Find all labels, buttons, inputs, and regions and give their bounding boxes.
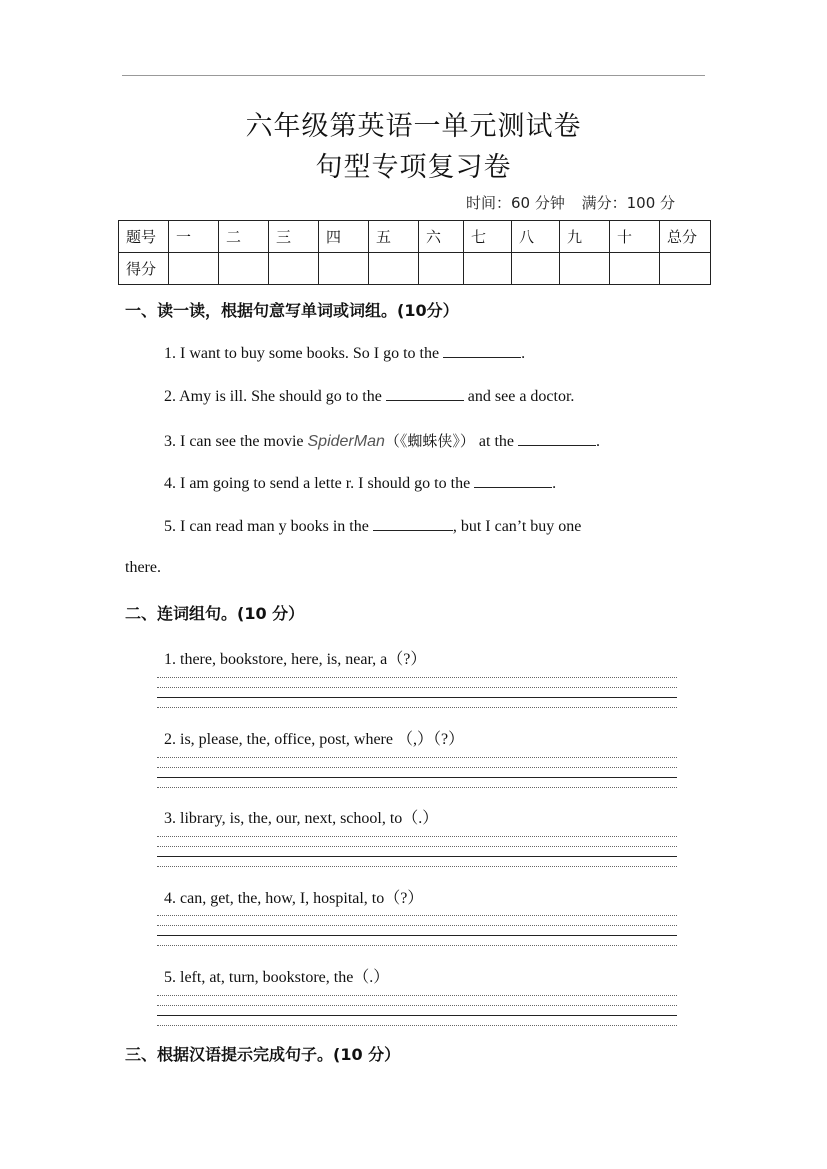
score-input-cell[interactable] [219,253,269,285]
score-input-cell[interactable] [610,253,660,285]
question-5-wrap: there. [125,559,161,576]
time-limit: 时间：60 分钟 [466,194,565,212]
writing-lines[interactable] [157,677,677,717]
answer-blank[interactable] [373,516,453,531]
writing-lines[interactable] [157,915,677,955]
question-1 [164,343,525,363]
question-text: at the [478,433,514,450]
section-3-title: 三、根据汉语提示完成句子。(10 分） [125,1045,401,1064]
answer-blank[interactable] [474,473,552,488]
writing-lines[interactable] [157,836,677,876]
exam-meta [466,192,687,213]
score-input-cell[interactable] [464,253,512,285]
score-input-cell[interactable] [560,253,610,285]
question-text: and see a doctor. [467,388,575,405]
table-cell: 六 [419,221,464,253]
reorder-item-3: 3. library, is, the, our, next, school, to（.） [164,810,439,827]
score-table [118,220,711,285]
score-input-cell[interactable] [512,253,560,285]
question-text: 1. I want to buy some books. So I go to the [164,345,440,362]
score-input-cell[interactable] [169,253,219,285]
score-table-header-row [119,221,711,253]
full-score: 满分：100 分 [581,194,676,212]
reorder-item-4: 4. can, get, the, how, I, hospital, to（?） [164,890,424,907]
question-text: . [595,433,600,450]
reorder-item-5: 5. left, at, turn, bookstore, the（.） [164,969,390,986]
header-rule [122,75,705,76]
table-cell: 八 [512,221,560,253]
table-cell: 十 [610,221,660,253]
table-cell: 得分 [119,253,169,285]
section-2-title: 二、连词组句。(10 分） [125,604,305,623]
score-input-cell[interactable] [319,253,369,285]
table-cell: 五 [369,221,419,253]
answer-blank[interactable] [443,343,521,358]
movie-title-cn: （《蜘蛛侠》） [384,432,475,450]
section-1-title: 一、读一读，根据句意写单词或词组。(10分） [125,301,459,320]
question-text: . [521,345,526,362]
page-title: 六年级第英语一单元测试卷 [245,111,582,142]
score-input-cell[interactable] [269,253,319,285]
answer-blank[interactable] [386,386,464,401]
table-cell: 题号 [119,221,169,253]
question-5 [164,516,581,536]
table-cell: 三 [269,221,319,253]
score-input-cell[interactable] [369,253,419,285]
question-3 [164,430,600,451]
reorder-item-2: 2. is, please, the, office, post, where （,）（?） [164,731,465,748]
movie-title: SpiderMan [307,433,385,450]
score-table-score-row [119,253,711,285]
answer-blank[interactable] [518,431,596,446]
question-text: 5. I can read man y books in the [164,518,369,535]
question-text: 3. I can see the movie [164,433,304,450]
question-4 [164,473,556,493]
question-text: , but I can’t buy one [452,518,582,535]
score-input-cell[interactable] [660,253,711,285]
table-cell: 四 [319,221,369,253]
question-text: 2. Amy is ill. She should go to the [164,388,382,405]
reorder-item-1: 1. there, bookstore, here, is, near, a（?） [164,651,427,668]
table-cell: 一 [169,221,219,253]
writing-lines[interactable] [157,757,677,797]
score-input-cell[interactable] [419,253,464,285]
table-cell: 七 [464,221,512,253]
question-2 [164,386,574,406]
writing-lines[interactable] [157,995,677,1035]
question-text: 4. I am going to send a lette r. I should go to the [164,475,471,492]
table-cell: 九 [560,221,610,253]
table-cell: 总分 [660,221,711,253]
table-cell: 二 [219,221,269,253]
page-subtitle: 句型专项复习卷 [315,152,512,183]
question-text: . [552,475,557,492]
